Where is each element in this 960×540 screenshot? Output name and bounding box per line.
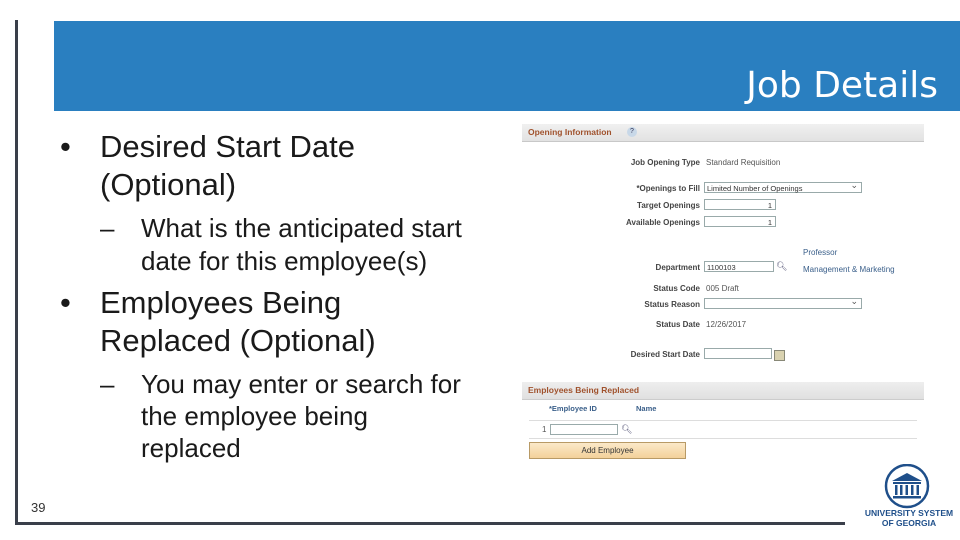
sub-bullet-dash: – [100,369,115,399]
target-openings-label: Target Openings [637,201,700,210]
employees-replaced-title: Employees Being Replaced [528,385,640,395]
left-rule [15,20,18,525]
status-code-label: Status Code [653,284,700,293]
sub-bullet-line2: the employee being [141,401,368,431]
sub-bullet-line2: date for this employee(s) [141,246,428,276]
sub-bullet-line1: What is the anticipated start [141,213,462,243]
department-description-line2: Management & Marketing [803,265,895,274]
status-reason-label: Status Reason [644,300,700,309]
desired-start-date-input[interactable] [704,348,772,359]
name-column-header: Name [636,404,657,413]
calendar-icon[interactable] [774,350,785,361]
job-opening-screenshot [522,124,924,464]
grid-divider [529,420,917,421]
page-number: 39 [31,500,46,515]
openings-to-fill-select[interactable]: Limited Number of Openings ⌄ [704,182,862,193]
usg-logo-text [864,508,954,528]
job-opening-type-value: Standard Requisition [706,158,781,167]
status-date-label: Status Date [655,320,700,329]
job-opening-type-label: Job Opening Type [630,158,700,167]
row-number: 1 [542,425,547,434]
bullet-dot: • [60,129,71,164]
employees-replaced-header [522,382,924,400]
employee-lookup-icon[interactable]: 🔍︎ [621,424,633,434]
grid-divider [529,438,917,439]
usg-logo-line2: OF GEORGIA [881,518,937,528]
department-lookup-icon[interactable]: 🔍︎ [776,261,788,271]
employee-id-input[interactable] [550,424,618,435]
openings-to-fill-label: *Openings to Fill [636,184,700,193]
sub-bullet-dash: – [100,213,115,243]
title-banner [54,21,960,111]
sub-bullet-line1: You may enter or search for [141,369,461,399]
help-icon[interactable]: ? [627,127,637,137]
bullet-text-line2: Replaced (Optional) [100,323,376,358]
employee-id-column-header: *Employee ID [549,404,597,413]
available-openings-input[interactable]: 1 [704,216,776,227]
add-employee-button[interactable]: Add Employee [529,442,686,459]
sub-bullet-line3: replaced [141,433,241,463]
department-input[interactable]: 1100103 [704,261,774,272]
status-date-value: 12/26/2017 [706,320,747,329]
available-openings-label: Available Openings [626,218,700,227]
slide-title: Job Details [746,65,938,106]
status-reason-select[interactable] [704,298,862,309]
bullet-text-line1: Employees Being [100,285,342,320]
target-openings-input[interactable]: 1 [704,199,776,210]
opening-information-title: Opening Information [528,127,612,137]
bullet-text-line1: Desired Start Date [100,129,355,164]
desired-start-date-label: Desired Start Date [630,350,700,359]
bottom-rule [15,522,845,525]
department-label: Department [655,263,700,272]
bullet-dot: • [60,285,71,320]
usg-logo-line1: UNIVERSITY SYSTEM [864,508,954,518]
status-code-value: 005 Draft [706,284,739,293]
bullet-text-line2: (Optional) [100,167,237,202]
opening-information-header [522,124,924,142]
department-description-line1: Professor [803,248,838,257]
